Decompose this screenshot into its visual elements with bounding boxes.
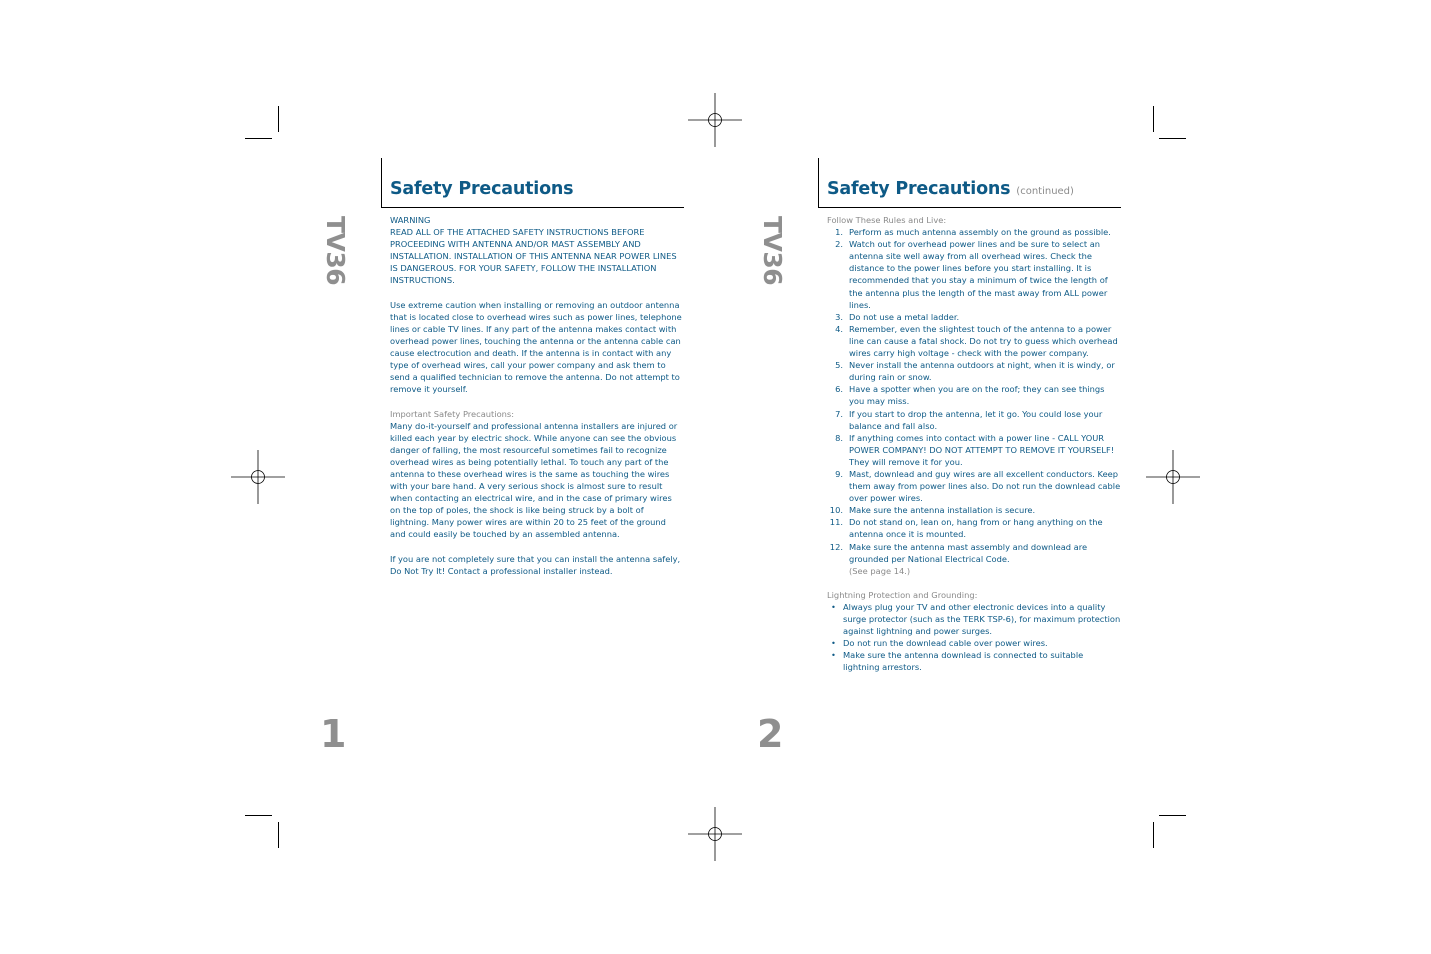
- list-item-number: 12.: [829, 541, 843, 552]
- brand-mark: TV36: [321, 216, 350, 286]
- header-rule: [381, 207, 684, 208]
- crop-mark: [278, 106, 279, 132]
- list-item-number: 11.: [829, 517, 843, 528]
- registration-mark-icon: [1146, 450, 1200, 504]
- list-item-number: 7.: [835, 408, 843, 419]
- list-item-number: 10.: [829, 505, 843, 516]
- list-item-number: 4.: [835, 323, 843, 334]
- list-item-text: Perform as much antenna assembly on the ground as possible.: [849, 227, 1111, 238]
- page-title-text: Safety Precautions: [827, 179, 1011, 199]
- page-reference-note: (See page 14.): [849, 565, 911, 576]
- bullet-icon: •: [831, 650, 836, 661]
- list-item-text: Watch out for overhead power lines and be sure to select an antenna site well away from all overhead wires. Check the distance to the power lines before you start installing. It is recommended that you stay a minimum of twice the length of the antenna plus the length of the mast away from ALL power lines.: [849, 239, 1108, 310]
- crop-mark: [1159, 815, 1186, 816]
- list-item-text: Have a spotter when you are on the roof; they can see things you may miss.: [849, 384, 1105, 407]
- crop-mark: [1153, 106, 1154, 132]
- list-item-text: Do not stand on, lean on, hang from or hang anything on the antenna once it is mounted.: [849, 517, 1103, 540]
- list-item: [827, 323, 1121, 359]
- list-item-text: Always plug your TV and other electronic devices into a quality surge protector (such as the TERK TSP-6), for maximum protection against lightning and power surges.: [843, 602, 1121, 637]
- crop-mark: [1159, 138, 1186, 139]
- registration-mark-icon: [688, 93, 742, 147]
- list-item: [827, 504, 1121, 516]
- list-item-number: 2.: [835, 239, 843, 250]
- crop-mark: [245, 815, 272, 816]
- list-item-text: [849, 541, 1121, 577]
- important-heading: Important Safety Precautions:: [390, 408, 515, 419]
- list-item-text: Never install the antenna outdoors at night, when it is windy, or during rain or snow.: [849, 360, 1115, 383]
- page-title-text: Safety Precautions: [390, 179, 574, 199]
- page-number: 1: [320, 712, 347, 756]
- list-item-text: If anything comes into contact with a power line - CALL YOUR POWER COMPANY! DO NOT ATTEMPT TO REMOVE IT YOURSELF! They will remove it for you.: [849, 432, 1115, 467]
- list-item-number: 6.: [835, 384, 843, 395]
- warning-text: READ ALL OF THE ATTACHED SAFETY INSTRUCTIONS BEFORE PROCEEDING WITH ANTENNA AND/OR MAST ASSEMBLY AND INSTALLATION. INSTALLATION OF THIS ANTENNA NEAR POWER LINES IS DANGEROUS. FOR YOUR SAFETY, FOLLOW THE INSTALLATION INSTRUCTIONS.: [390, 227, 677, 286]
- rules-list: [827, 226, 1121, 577]
- list-item: [827, 649, 1121, 673]
- header-divider: [818, 158, 819, 207]
- brand-mark: TV36: [758, 216, 787, 286]
- registration-mark-icon: [231, 450, 285, 504]
- list-item: [827, 359, 1121, 383]
- rules-heading: Follow These Rules and Live:: [827, 215, 947, 225]
- header-rule: [818, 207, 1121, 208]
- list-item: [827, 311, 1121, 323]
- list-item: [827, 601, 1121, 637]
- rule-text: Make sure the antenna mast assembly and downlead are grounded per National Electrical Code.: [849, 541, 1088, 564]
- installer-paragraph: If you are not completely sure that you can install the antenna safely, Do Not Try It! Contact a professional installer instead.: [390, 553, 681, 576]
- page-title: [827, 179, 1074, 199]
- registration-mark-icon: [688, 807, 742, 861]
- header-divider: [381, 158, 382, 207]
- list-item-number: 3.: [835, 311, 843, 322]
- list-item-text: Make sure the antenna installation is secure.: [849, 505, 1036, 516]
- list-item-text: Make sure the antenna downlead is connected to suitable lightning arrestors.: [843, 650, 1084, 673]
- crop-mark: [1153, 822, 1154, 848]
- page-title: [390, 179, 573, 199]
- page-2-body: [827, 214, 1121, 674]
- list-item-text: Mast, downlead and guy wires are all excellent conductors. Keep them away from power lines also. Do not run the downlead cable over power wires.: [849, 468, 1121, 504]
- list-item: [827, 468, 1121, 504]
- list-item: [827, 432, 1121, 468]
- lightning-list: [827, 601, 1121, 674]
- list-item: [827, 541, 1121, 577]
- shock-paragraph: Many do-it-yourself and professional antenna installers are injured or killed each year by electric shock. While anyone can see the obvious danger of falling, the most resourceful sometimes fail to recognize overhead wires as being potentially lethal. To touch any part of the antenna to these overhead wires is the same as touching the wires with your bare hand. A very serious shock is almost sure to result when contacting an electrical wire, and in the case of primary wires on the top of poles, the shock is like being struck by a bolt of lightning. Many power wires are within 20 to 25 feet of the ground and could easily be touched by an assembled antenna.: [390, 420, 678, 540]
- list-item-text: Do not run the downlead cable over power wires.: [843, 638, 1048, 649]
- warning-heading: WARNING: [390, 215, 431, 225]
- list-item-text: If you start to drop the antenna, let it go. You could lose your balance and fall also.: [849, 408, 1103, 431]
- lightning-heading: Lightning Protection and Grounding:: [827, 589, 978, 600]
- list-item: [827, 516, 1121, 540]
- list-item: [827, 226, 1121, 238]
- list-item-text: Remember, even the slightest touch of the antenna to a power line can cause a fatal shock. Do not try to guess which overhead wires carry high voltage - check with the power company.: [849, 323, 1118, 359]
- list-item: [827, 408, 1121, 432]
- list-item-text: Do not use a metal ladder.: [849, 311, 960, 322]
- list-item-number: 5.: [835, 360, 843, 371]
- page-1-body: [390, 214, 684, 577]
- list-item-number: 9.: [835, 468, 843, 479]
- list-item: [827, 637, 1121, 649]
- bullet-icon: •: [831, 602, 836, 612]
- crop-mark: [278, 822, 279, 848]
- list-item: [827, 238, 1121, 311]
- caution-paragraph: Use extreme caution when installing or removing an outdoor antenna that is located close to overhead wires such as power lines, telephone lines or cable TV lines. If any part of the antenna makes contact with overhead power lines, touching the antenna or the antenna cable can cause electrocution and death. If the antenna is in contact with any type of overhead wires, call your power company and ask them to send a qualified technician to remove the antenna. Do not attempt to remove it yourself.: [390, 299, 682, 395]
- crop-mark: [245, 138, 272, 139]
- list-item-number: 1.: [835, 227, 843, 238]
- page-number: 2: [757, 712, 784, 756]
- page-title-suffix: (continued): [1016, 186, 1074, 197]
- bullet-icon: •: [831, 638, 836, 649]
- list-item-number: 8.: [835, 432, 843, 443]
- list-item: [827, 383, 1121, 407]
